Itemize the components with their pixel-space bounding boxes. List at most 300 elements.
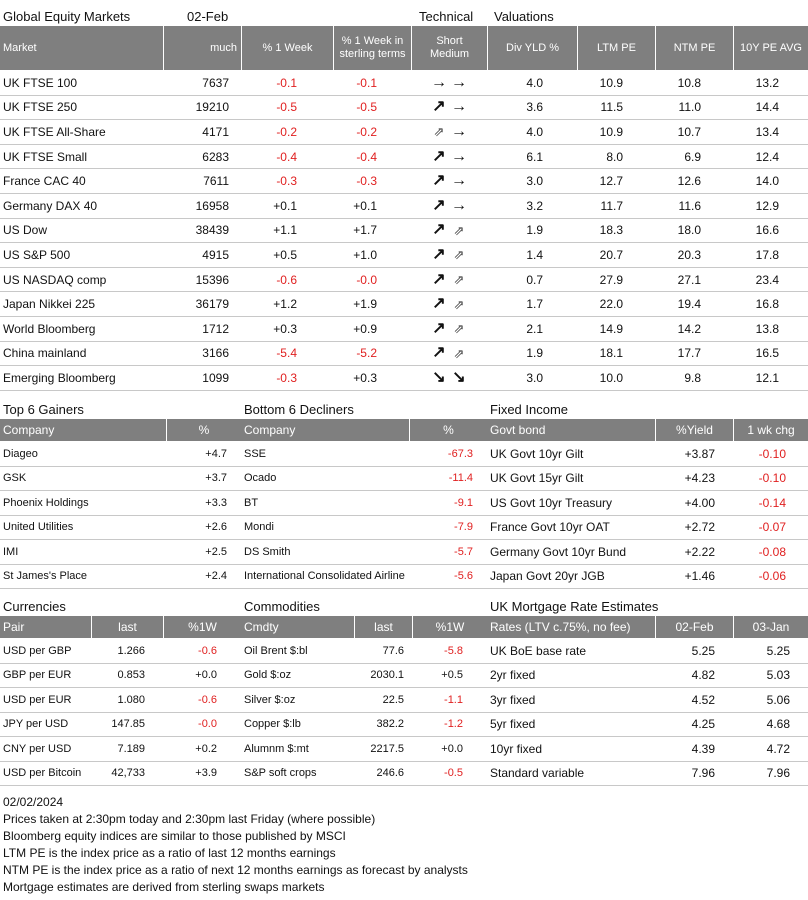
- row-value: -0.5: [444, 767, 463, 780]
- row-label: DS Smith: [244, 545, 291, 558]
- row-value: 5.25: [691, 643, 715, 658]
- week-change: -0.2: [276, 124, 297, 139]
- row-value: 5.03: [766, 668, 790, 683]
- row-value: 2217.5: [370, 742, 404, 755]
- dividend-yield: 4.0: [526, 75, 543, 90]
- ltm-pe: 8.0: [606, 149, 623, 164]
- row-label: United Utilities: [3, 521, 74, 534]
- fixed-income-header: [487, 419, 808, 441]
- row-value: 42,733: [111, 767, 145, 780]
- week-change: +0.3: [273, 321, 297, 336]
- col-10y-avg: 10Y PE AVG: [733, 26, 808, 70]
- technical-signals: [411, 292, 487, 316]
- row-value: 22.5: [382, 693, 404, 706]
- pe-10y-avg: 17.8: [755, 247, 779, 262]
- row-value: 4.82: [691, 668, 715, 683]
- footer-date: 02/02/2024: [3, 795, 64, 809]
- row-value: +2.5: [205, 545, 227, 558]
- row-value: +3.9: [195, 767, 217, 780]
- column-header: Cmdty: [244, 620, 279, 634]
- row-value: -0.6: [198, 644, 217, 657]
- market-name: Japan Nikkei 225: [3, 297, 96, 312]
- ntm-pe: 10.7: [677, 124, 701, 139]
- technical-signals: [411, 219, 487, 243]
- ntm-pe: 6.9: [684, 149, 701, 164]
- market-name: US S&P 500: [3, 247, 71, 262]
- index-level: 16958: [195, 198, 229, 213]
- column-header: Pair: [3, 620, 25, 634]
- index-level: 15396: [195, 272, 229, 287]
- ntm-pe: 12.6: [677, 174, 701, 189]
- row-label: 10yr fixed: [490, 741, 543, 756]
- row-value: 7.189: [117, 742, 145, 755]
- row-label: Alumnm $:mt: [244, 742, 309, 755]
- technical-signals: [411, 342, 487, 366]
- row-label: Phoenix Holdings: [3, 496, 89, 509]
- short-trend-arrow-icon: ↗: [432, 245, 446, 263]
- table-row: [0, 516, 241, 541]
- ltm-pe: 27.9: [599, 272, 623, 287]
- equity-row: [0, 219, 808, 244]
- medium-trend-arrow-icon: ⇗: [453, 321, 465, 337]
- market-name: Germany DAX 40: [3, 198, 98, 213]
- column-header: last: [91, 616, 163, 638]
- row-value: 1.266: [117, 644, 145, 657]
- ltm-pe: 11.5: [600, 100, 623, 115]
- row-label: S&P soft crops: [244, 767, 317, 780]
- row-value: -0.10: [758, 446, 786, 461]
- short-trend-arrow-icon: ↗: [432, 172, 446, 190]
- ltm-pe: 10.9: [599, 124, 623, 139]
- equity-row: [0, 366, 808, 391]
- row-value: 5.06: [766, 692, 790, 707]
- row-label: SSE: [244, 447, 267, 460]
- row-label: Silver $:oz: [244, 693, 296, 706]
- week-change: +1.2: [273, 297, 297, 312]
- table-row: [487, 442, 808, 467]
- column-header: %1W: [412, 616, 487, 638]
- market-name: US Dow: [3, 223, 48, 238]
- index-level: 4915: [202, 247, 229, 262]
- ltm-pe: 11.7: [600, 198, 623, 213]
- row-value: +0.5: [441, 669, 463, 682]
- row-label: USD per EUR: [3, 693, 72, 706]
- table-row: [241, 688, 487, 713]
- table-row: [241, 713, 487, 738]
- ltm-pe: 18.1: [599, 346, 623, 361]
- short-trend-arrow-icon: →: [431, 73, 447, 91]
- row-value: +4.00: [684, 495, 715, 510]
- mortgage-header: [487, 616, 808, 638]
- ntm-pe: 18.0: [677, 223, 701, 238]
- week-change-sterling: -5.2: [356, 346, 377, 361]
- equity-row: [0, 169, 808, 194]
- column-header: last: [354, 616, 412, 638]
- row-label: Germany Govt 10yr Bund: [490, 544, 627, 559]
- row-value: -0.6: [198, 693, 217, 706]
- ntm-pe: 14.2: [677, 321, 701, 336]
- decliners-title: Bottom 6 Decliners: [244, 402, 354, 417]
- pe-10y-avg: 12.4: [755, 149, 779, 164]
- equity-row: [0, 145, 808, 170]
- table-row: [241, 737, 487, 762]
- row-label: St James's Place: [3, 570, 88, 583]
- medium-trend-arrow-icon: ⇗: [453, 296, 465, 312]
- week-change: +1.1: [273, 223, 297, 238]
- pe-10y-avg: 14.0: [755, 174, 779, 189]
- ntm-pe: 9.8: [684, 370, 701, 385]
- row-value: -11.4: [448, 472, 473, 485]
- short-trend-arrow-icon: ↗: [432, 147, 446, 165]
- table-row: [0, 639, 241, 664]
- pe-10y-avg: 16.6: [755, 223, 779, 238]
- index-level: 1712: [202, 321, 229, 336]
- column-header: Rates (LTV c.75%, no fee): [490, 620, 631, 634]
- col-ntm-pe: NTM PE: [655, 26, 733, 70]
- market-name: US NASDAQ comp: [3, 272, 107, 287]
- index-level: 7637: [202, 75, 229, 90]
- row-value: -5.7: [454, 545, 473, 558]
- row-value: 4.25: [691, 717, 715, 732]
- row-value: +2.22: [684, 544, 715, 559]
- dividend-yield: 3.0: [526, 174, 543, 189]
- technical-signals: [411, 169, 487, 193]
- row-value: -5.8: [444, 644, 463, 657]
- week-change-sterling: -0.0: [356, 272, 377, 287]
- medium-trend-arrow-icon: ⇗: [453, 345, 465, 361]
- table-row: [0, 664, 241, 689]
- week-change: -0.5: [276, 100, 297, 115]
- footer-note: LTM PE is the index price as a ratio of last 12 months earnings: [3, 846, 336, 860]
- ltm-pe: 20.7: [599, 247, 623, 262]
- pe-10y-avg: 12.9: [755, 198, 779, 213]
- row-value: +4.7: [205, 447, 227, 460]
- table-row: [0, 442, 241, 467]
- short-trend-arrow-icon: ↗: [432, 221, 446, 239]
- technical-title: Technical: [419, 9, 474, 24]
- row-value: +0.0: [195, 669, 217, 682]
- row-value: +0.2: [195, 742, 217, 755]
- row-label: Mondi: [244, 521, 274, 534]
- col-div-yield: Div YLD %: [487, 26, 577, 70]
- equity-row: [0, 268, 808, 293]
- row-label: France Govt 10yr OAT: [490, 520, 610, 535]
- technical-signals: [411, 194, 487, 218]
- decliners-header: [241, 419, 487, 441]
- commodities-header: [241, 616, 487, 638]
- table-row: [0, 540, 241, 565]
- medium-trend-arrow-icon: →: [451, 172, 467, 190]
- column-header: 02-Feb: [655, 616, 733, 638]
- dividend-yield: 2.1: [526, 321, 543, 336]
- week-change-sterling: -0.4: [356, 149, 377, 164]
- row-label: 2yr fixed: [490, 668, 536, 683]
- row-label: Ocado: [244, 472, 277, 485]
- technical-signals: [411, 120, 487, 144]
- equity-row: [0, 194, 808, 219]
- market-name: UK FTSE 100: [3, 75, 78, 90]
- row-label: GBP per EUR: [3, 669, 72, 682]
- column-header: %: [409, 419, 487, 441]
- row-value: 4.72: [766, 741, 790, 756]
- short-trend-arrow-icon: ↘: [432, 368, 446, 386]
- row-label: IMI: [3, 545, 19, 558]
- row-value: -0.0: [198, 718, 217, 731]
- row-value: 1.080: [117, 693, 145, 706]
- table-row: [487, 664, 808, 689]
- equity-table-header: [0, 26, 808, 70]
- week-change-sterling: -0.5: [356, 100, 377, 115]
- row-value: 5.25: [766, 643, 790, 658]
- row-value: +4.23: [684, 471, 715, 486]
- col-week-sterling: % 1 Week in sterling terms: [333, 26, 411, 70]
- technical-signals: [411, 366, 487, 390]
- pe-10y-avg: 12.1: [755, 370, 779, 385]
- week-change-sterling: +0.1: [353, 198, 377, 213]
- technical-signals: [411, 317, 487, 341]
- medium-trend-arrow-icon: →: [451, 196, 467, 214]
- week-change: -5.4: [276, 346, 297, 361]
- table-row: [487, 467, 808, 492]
- table-row: [241, 467, 487, 492]
- column-header: %Yield: [655, 419, 733, 441]
- week-change: -0.3: [276, 370, 297, 385]
- col-ltm-pe: LTM PE: [577, 26, 655, 70]
- table-row: [241, 491, 487, 516]
- week-change: -0.4: [276, 149, 297, 164]
- row-label: US Govt 10yr Treasury: [490, 495, 613, 510]
- currencies-title: Currencies: [3, 599, 66, 614]
- technical-signals: [411, 145, 487, 169]
- ltm-pe: 22.0: [599, 297, 623, 312]
- dividend-yield: 1.9: [526, 346, 543, 361]
- week-change: -0.6: [276, 272, 297, 287]
- row-value: 7.96: [691, 766, 715, 781]
- row-value: +2.6: [205, 521, 227, 534]
- pe-10y-avg: 16.5: [755, 346, 779, 361]
- column-header: %: [166, 419, 241, 441]
- row-label: Japan Govt 20yr JGB: [490, 569, 605, 584]
- short-trend-arrow-icon: ↗: [432, 196, 446, 214]
- table-row: [241, 664, 487, 689]
- row-value: 4.68: [766, 717, 790, 732]
- ltm-pe: 14.9: [599, 321, 623, 336]
- week-change: +0.5: [273, 247, 297, 262]
- page-title: Global Equity Markets: [3, 9, 131, 24]
- commodities-title: Commodities: [244, 599, 320, 614]
- col-technical: Short Medium: [411, 26, 487, 70]
- col-market: Market: [3, 41, 37, 54]
- row-label: CNY per USD: [3, 742, 72, 755]
- table-row: [241, 565, 487, 590]
- row-label: BT: [244, 496, 259, 509]
- equity-row: [0, 96, 808, 121]
- ntm-pe: 17.7: [677, 346, 701, 361]
- dividend-yield: 3.0: [526, 370, 543, 385]
- dividend-yield: 0.7: [526, 272, 543, 287]
- market-name: France CAC 40: [3, 174, 86, 189]
- row-value: 7.96: [766, 766, 790, 781]
- row-label: USD per Bitcoin: [3, 767, 82, 780]
- row-label: Diageo: [3, 447, 38, 460]
- row-value: -1.1: [444, 693, 463, 706]
- market-name: UK FTSE 250: [3, 100, 78, 115]
- row-value: 0.853: [117, 669, 145, 682]
- row-value: -0.07: [758, 520, 786, 535]
- row-label: GSK: [3, 472, 27, 485]
- index-level: 6283: [202, 149, 229, 164]
- row-value: -0.14: [758, 495, 786, 510]
- row-label: Standard variable: [490, 766, 585, 781]
- valuations-title: Valuations: [494, 9, 554, 24]
- dividend-yield: 1.4: [526, 247, 543, 262]
- row-value: 2030.1: [370, 669, 404, 682]
- technical-signals: [411, 96, 487, 120]
- table-row: [487, 762, 808, 787]
- pe-10y-avg: 13.2: [755, 75, 779, 90]
- table-row: [0, 737, 241, 762]
- ntm-pe: 27.1: [677, 272, 701, 287]
- table-row: [487, 713, 808, 738]
- market-name: Emerging Bloomberg: [3, 370, 116, 385]
- ltm-pe: 12.7: [599, 174, 623, 189]
- row-label: UK Govt 15yr Gilt: [490, 471, 584, 486]
- pe-10y-avg: 13.4: [755, 124, 779, 139]
- technical-signals: [411, 243, 487, 267]
- medium-trend-arrow-icon: ⇗: [453, 222, 465, 238]
- row-value: 382.2: [376, 718, 404, 731]
- medium-trend-arrow-icon: ⇗: [453, 247, 465, 263]
- short-trend-arrow-icon: ⇗: [433, 124, 445, 140]
- row-label: 5yr fixed: [490, 717, 536, 732]
- row-value: +1.46: [684, 569, 715, 584]
- table-row: [241, 442, 487, 467]
- table-row: [0, 565, 241, 590]
- row-value: +3.3: [205, 496, 227, 509]
- footer-note: Bloomberg equity indices are similar to those published by MSCI: [3, 829, 346, 843]
- dividend-yield: 1.9: [526, 223, 543, 238]
- column-header: 03-Jan: [733, 616, 808, 638]
- row-label: USD per GBP: [3, 644, 72, 657]
- row-value: +2.4: [205, 570, 227, 583]
- row-value: +3.7: [205, 472, 227, 485]
- equity-row: [0, 317, 808, 342]
- short-trend-arrow-icon: ↗: [432, 98, 446, 116]
- fixed-income-title: Fixed Income: [490, 402, 569, 417]
- table-row: [241, 516, 487, 541]
- row-value: -5.6: [454, 570, 473, 583]
- table-row: [487, 491, 808, 516]
- medium-trend-arrow-icon: ⇗: [453, 272, 465, 288]
- row-label: UK BoE base rate: [490, 643, 587, 658]
- index-level: 38439: [195, 223, 229, 238]
- medium-trend-arrow-icon: ↘: [452, 368, 466, 386]
- footer-notes: [3, 794, 468, 896]
- index-level: 19210: [195, 100, 229, 115]
- table-row: [0, 688, 241, 713]
- ntm-pe: 11.0: [678, 100, 701, 115]
- row-value: -0.10: [758, 471, 786, 486]
- table-row: [487, 688, 808, 713]
- market-name: UK FTSE Small: [3, 149, 88, 164]
- market-name: UK FTSE All-Share: [3, 124, 106, 139]
- ntm-pe: 10.8: [677, 75, 701, 90]
- column-header: Govt bond: [490, 423, 546, 437]
- index-level: 1099: [202, 370, 229, 385]
- medium-trend-arrow-icon: →: [451, 98, 467, 116]
- row-value: -1.2: [444, 718, 463, 731]
- technical-signals: [411, 71, 487, 95]
- pe-10y-avg: 16.8: [755, 297, 779, 312]
- table-row: [487, 565, 808, 590]
- pe-10y-avg: 14.4: [755, 100, 779, 115]
- week-change: -0.3: [276, 174, 297, 189]
- week-change: +0.1: [273, 198, 297, 213]
- short-trend-arrow-icon: ↗: [432, 295, 446, 313]
- row-label: UK Govt 10yr Gilt: [490, 446, 584, 461]
- table-row: [0, 491, 241, 516]
- row-label: JPY per USD: [3, 718, 69, 731]
- column-header: 1 wk chg: [733, 419, 808, 441]
- row-label: Copper $:lb: [244, 718, 301, 731]
- table-row: [0, 713, 241, 738]
- pe-10y-avg: 23.4: [755, 272, 779, 287]
- medium-trend-arrow-icon: →: [451, 73, 467, 91]
- table-row: [0, 467, 241, 492]
- ltm-pe: 18.3: [599, 223, 623, 238]
- row-value: +3.87: [684, 446, 715, 461]
- short-trend-arrow-icon: ↗: [432, 344, 446, 362]
- table-row: [241, 762, 487, 787]
- row-value: 77.6: [382, 644, 404, 657]
- week-change-sterling: +0.9: [353, 321, 377, 336]
- row-label: 3yr fixed: [490, 692, 536, 707]
- row-value: 4.39: [691, 741, 715, 756]
- column-header: Company: [244, 423, 296, 437]
- table-row: [487, 639, 808, 664]
- index-level: 36179: [195, 297, 229, 312]
- table-row: [487, 737, 808, 762]
- technical-signals: [411, 268, 487, 292]
- ltm-pe: 10.9: [599, 75, 623, 90]
- dividend-yield: 1.7: [526, 297, 543, 312]
- short-trend-arrow-icon: ↗: [432, 270, 446, 288]
- equity-row: [0, 71, 808, 96]
- report-date: 02-Feb: [187, 9, 229, 24]
- week-change: -0.1: [276, 75, 297, 90]
- equity-row: [0, 120, 808, 145]
- footer-note: Mortgage estimates are derived from sterling swaps markets: [3, 880, 325, 894]
- row-value: +2.72: [684, 520, 715, 535]
- row-value: -0.06: [758, 569, 786, 584]
- gainers-header: [0, 419, 241, 441]
- equity-row: [0, 292, 808, 317]
- footer-note: Prices taken at 2:30pm today and 2:30pm last Friday (where possible): [3, 812, 376, 826]
- ntm-pe: 19.4: [677, 297, 701, 312]
- week-change-sterling: +0.3: [353, 370, 377, 385]
- mortgage-title: UK Mortgage Rate Estimates: [490, 599, 659, 614]
- row-value: 246.6: [376, 767, 404, 780]
- week-change-sterling: -0.1: [356, 75, 377, 90]
- index-level: 3166: [202, 346, 229, 361]
- footer-note: NTM PE is the index price as a ratio of next 12 months earnings as forecast by analysts: [3, 863, 468, 877]
- row-value: -0.08: [758, 544, 786, 559]
- week-change-sterling: -0.2: [356, 124, 377, 139]
- week-change-sterling: -0.3: [356, 174, 377, 189]
- week-change-sterling: +1.0: [353, 247, 377, 262]
- col-level: much: [163, 26, 241, 70]
- ltm-pe: 10.0: [599, 370, 623, 385]
